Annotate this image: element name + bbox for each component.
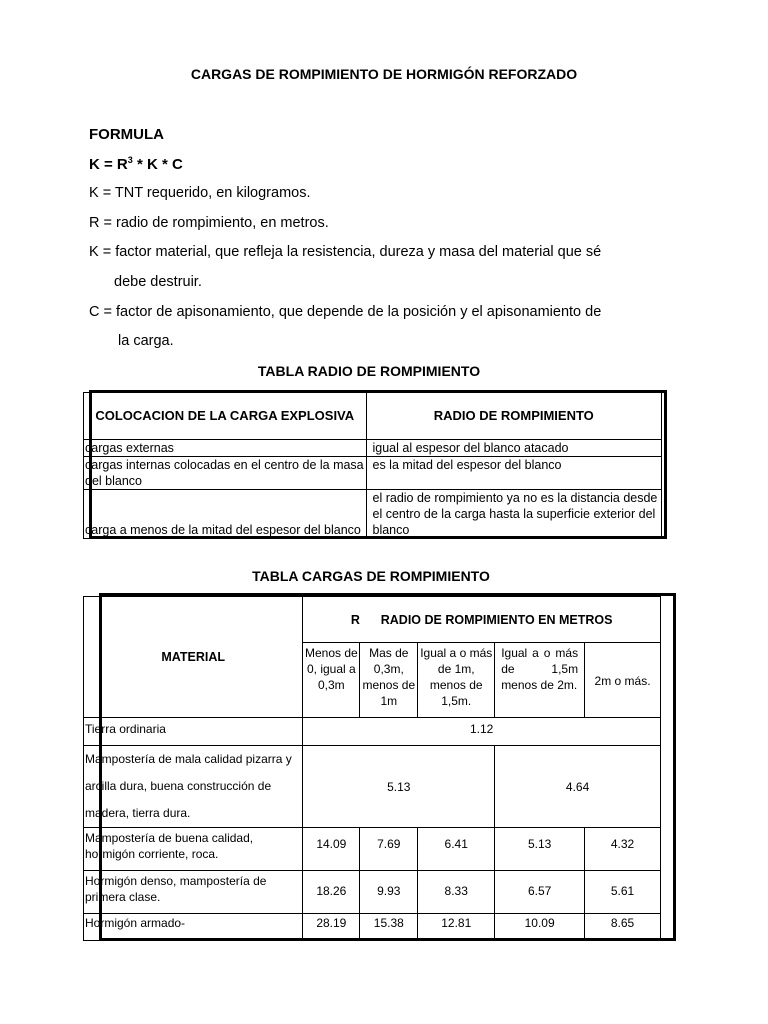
- material-cell: Mampostería de buena calidad, hormigón corriente, roca.: [84, 828, 303, 871]
- formula-heading: FORMULA: [89, 126, 164, 143]
- table-row: [84, 828, 661, 871]
- material-cell: Hormigón armado-: [84, 914, 303, 941]
- header-charge-placement: COLOCACION DE LA CARGA EXPLOSIVA: [84, 393, 367, 440]
- table-row: [84, 871, 661, 914]
- value-cell: 14.09: [303, 828, 360, 871]
- formula-def-k-tnt: K = TNT requerido, en kilogramos.: [89, 185, 311, 201]
- header-material: MATERIAL: [84, 597, 303, 718]
- value-cell: 12.81: [418, 914, 495, 941]
- value-cell: 8.65: [585, 914, 661, 941]
- subheader-range-4: Igual a o más de 1,5m menos de 2m.: [495, 643, 585, 718]
- page-title: CARGAS DE ROMPIMIENTO DE HORMIGÓN REFORZADO: [190, 66, 578, 82]
- table-cell: cargas internas colocadas en el centro de la masa del blanco: [84, 457, 367, 490]
- subheader-range-3: Igual a o más de 1m, menos de 1,5m.: [418, 643, 495, 718]
- value-cell: 9.93: [360, 871, 418, 914]
- value-cell: 5.13: [303, 746, 495, 828]
- value-cell: 1.12: [303, 718, 661, 746]
- material-cell: Mampostería de mala calidad pizarra y arcilla dura, buena construcción de madera, tierra dura.: [84, 746, 303, 828]
- breaking-radius-table: [83, 392, 662, 539]
- value-cell: 7.69: [360, 828, 418, 871]
- value-cell: 8.33: [418, 871, 495, 914]
- table-cell: carga a menos de la mitad del espesor del blanco: [84, 490, 367, 539]
- table-row: [84, 914, 661, 941]
- formula-equation: [89, 155, 183, 173]
- table-cell: el radio de rompimiento ya no es la distancia desde el centro de la carga hasta la superficie exterior del blanco: [366, 490, 662, 539]
- table1-title: TABLA RADIO DE ROMPIMIENTO: [257, 363, 481, 379]
- material-cell: Hormigón denso, mampostería de primera clase.: [84, 871, 303, 914]
- breaking-charges-table: [83, 596, 661, 941]
- table-row: [84, 457, 662, 490]
- header-radius: R RADIO DE ROMPIMIENTO EN METROS: [303, 597, 661, 643]
- table-cell: cargas externas: [84, 440, 367, 457]
- value-cell: 10.09: [495, 914, 585, 941]
- value-cell: 4.32: [585, 828, 661, 871]
- value-cell: 5.13: [495, 828, 585, 871]
- formula-def-c: C = factor de apisonamiento, que depende de la posición y el apisonamiento de: [89, 304, 602, 320]
- value-cell: 15.38: [360, 914, 418, 941]
- formula-def-r: R = radio de rompimiento, en metros.: [89, 215, 329, 231]
- table-cell: igual al espesor del blanco atacado: [366, 440, 662, 457]
- table-header-row: [84, 597, 661, 643]
- table-row: [84, 718, 661, 746]
- formula-eq-exponent: 3: [127, 155, 133, 165]
- table-row: [84, 440, 662, 457]
- table-header-row: [84, 393, 662, 440]
- table-row: [84, 490, 662, 539]
- value-cell: 5.61: [585, 871, 661, 914]
- header-breaking-radius: RADIO DE ROMPIMIENTO: [366, 393, 662, 440]
- material-cell: Tierra ordinaria: [84, 718, 303, 746]
- value-cell: 4.64: [495, 746, 661, 828]
- subheader-range-5: 2m o más.: [585, 643, 661, 718]
- value-cell: 6.57: [495, 871, 585, 914]
- table2-title: TABLA CARGAS DE ROMPIMIENTO: [252, 568, 490, 584]
- formula-eq-base: K = R: [89, 156, 128, 173]
- formula-def-c-cont: la carga.: [118, 333, 174, 349]
- formula-eq-rest: * K * C: [132, 156, 183, 173]
- value-cell: 28.19: [303, 914, 360, 941]
- formula-def-k-material: K = factor material, que refleja la resistencia, dureza y masa del material que sé: [89, 244, 602, 260]
- formula-def-k-material-cont: debe destruir.: [114, 274, 202, 290]
- subheader-range-2: Mas de 0,3m, menos de 1m: [360, 643, 418, 718]
- table-row: [84, 746, 661, 828]
- table-cell: es la mitad del espesor del blanco: [366, 457, 662, 490]
- value-cell: 6.41: [418, 828, 495, 871]
- subheader-range-1: Menos de 0, igual a 0,3m: [303, 643, 360, 718]
- value-cell: 18.26: [303, 871, 360, 914]
